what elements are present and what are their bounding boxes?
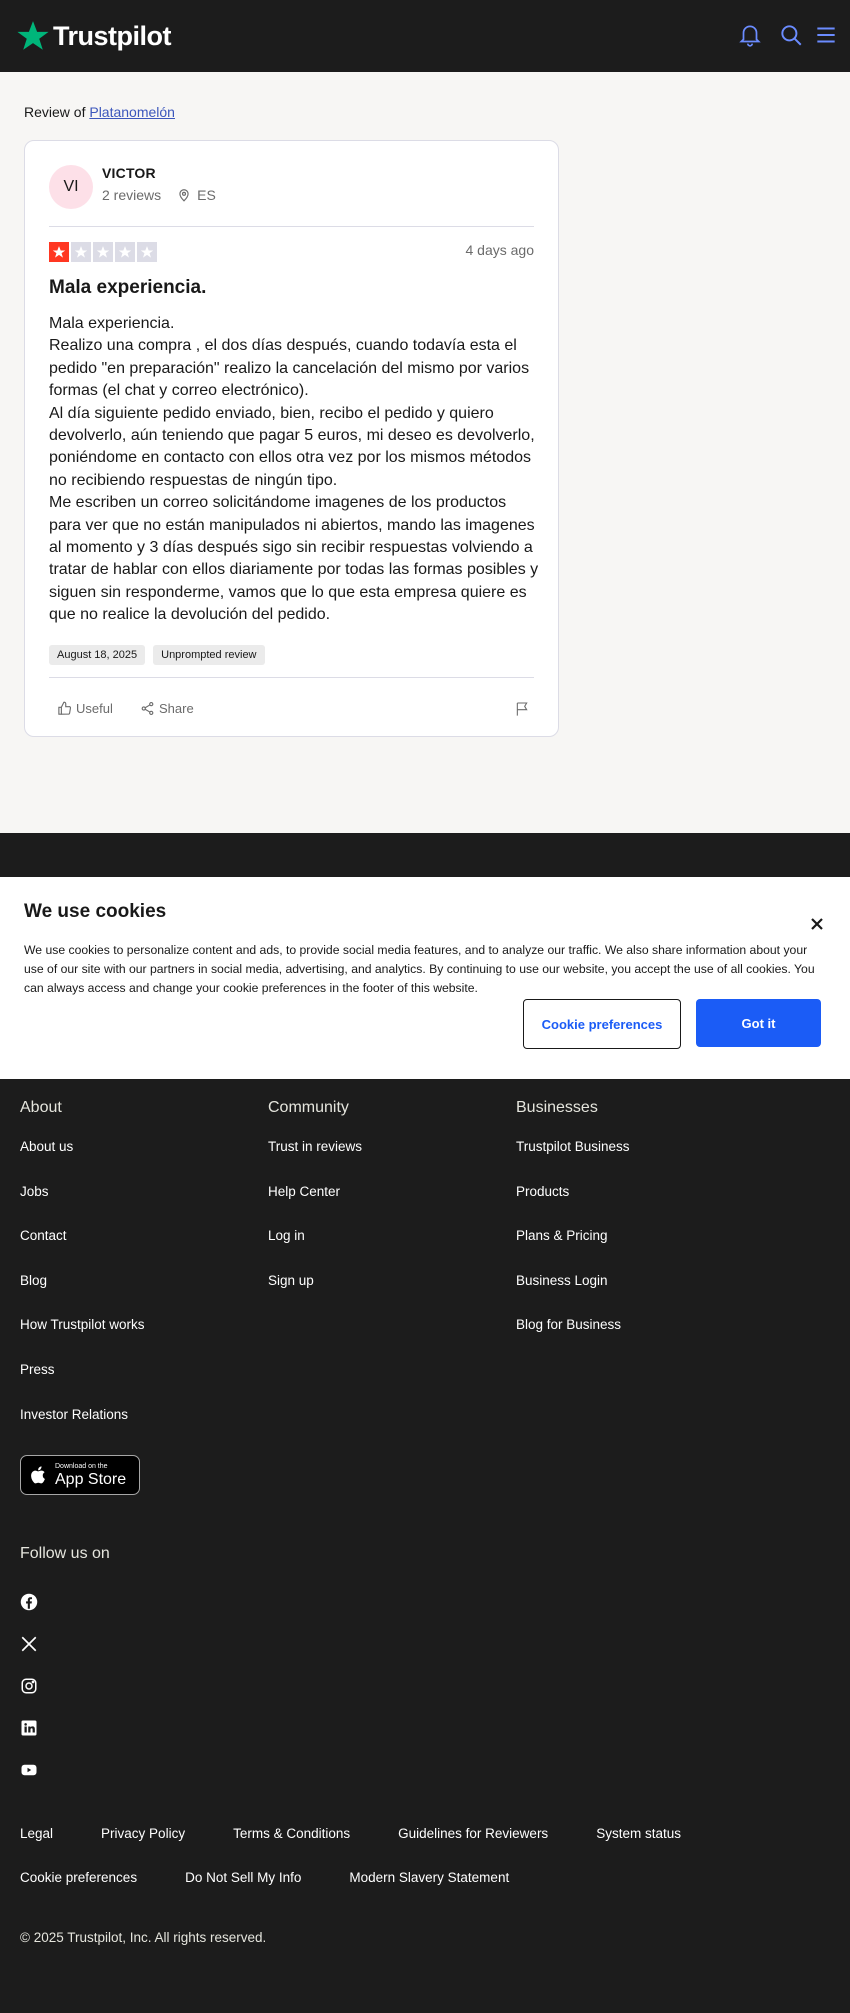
- date-of-experience-tag: August 18, 2025: [49, 645, 145, 665]
- footer-link[interactable]: Trust in reviews: [268, 1139, 363, 1154]
- useful-label: Useful: [76, 701, 113, 716]
- reviewer-meta: [102, 187, 216, 203]
- review-actions: [49, 701, 534, 721]
- footer-column-about: [20, 1099, 145, 1449]
- review-date-relative: 4 days ago: [465, 242, 534, 258]
- copyright: © 2025 Trustpilot, Inc. All rights reserved.: [20, 1930, 267, 1945]
- legal-link[interactable]: Do Not Sell My Info: [185, 1870, 302, 1885]
- legal-link[interactable]: Privacy Policy: [101, 1826, 186, 1841]
- footer-column-community: [268, 1099, 362, 1315]
- cookie-banner: [0, 877, 850, 1079]
- legal-link[interactable]: Legal: [20, 1826, 54, 1841]
- footer-column-businesses: [516, 1099, 630, 1360]
- flag-icon: [514, 701, 530, 717]
- footer-column-title: Businesses: [516, 1099, 598, 1116]
- review-title[interactable]: Mala experiencia.: [49, 277, 207, 298]
- youtube-icon[interactable]: [20, 1761, 38, 1779]
- review-count: 2 reviews: [102, 187, 162, 203]
- legal-link[interactable]: System status: [596, 1826, 681, 1841]
- cookie-text: We use cookies to personalize content and ads, to provide social media features, and to analyze our traffic. We also share information about your use of our site with our partners in social media, advertising, and analytics. By continuing to use our website, you accept the use of all cookies. You can always access and change your cookie preferences in the footer of this website.: [24, 943, 815, 995]
- app-store-badge[interactable]: [20, 1455, 140, 1495]
- bell-icon[interactable]: [737, 22, 763, 48]
- share-icon: [140, 701, 155, 716]
- instagram-icon[interactable]: [20, 1677, 38, 1695]
- star-empty-icon: [93, 242, 113, 262]
- location-pin-icon: [177, 188, 191, 202]
- legal-links-row-2: [20, 1870, 557, 1885]
- divider: [49, 226, 534, 227]
- footer-link[interactable]: Products: [516, 1183, 570, 1199]
- legal-link[interactable]: Terms & Conditions: [233, 1826, 351, 1841]
- footer-link[interactable]: Contact: [20, 1228, 67, 1244]
- star-empty-icon: [71, 242, 91, 262]
- app-store-text: [55, 1463, 126, 1488]
- app-store-small: Download on the: [55, 1462, 108, 1470]
- review-body-paragraph: Al día siguiente pedido enviado, bien, recibo el pedido y quiero devolverlo, aún teniendo que pagar 5 euros, mi deseo es devolverlo, poniéndome en contacto con ellos otra vez por los mismos métodos no recibiendo respuestas de ningún tipo.: [49, 404, 535, 489]
- legal-link[interactable]: Guidelines for Reviewers: [398, 1826, 549, 1841]
- divider: [49, 677, 534, 678]
- footer-column-title: About: [20, 1099, 62, 1116]
- site-header: [0, 0, 850, 72]
- app-store-big: App Store: [55, 1470, 127, 1488]
- review-card: [24, 140, 559, 737]
- follow-us-title: Follow us on: [20, 1545, 110, 1562]
- linkedin-icon[interactable]: [20, 1719, 38, 1737]
- review-body: [49, 313, 541, 627]
- share-label: Share: [159, 701, 194, 716]
- footer-link[interactable]: Blog for Business: [516, 1317, 622, 1333]
- legal-link[interactable]: Modern Slavery Statement: [349, 1870, 510, 1885]
- x-icon[interactable]: [20, 1635, 38, 1653]
- footer-column-title: Community: [268, 1099, 349, 1116]
- footer-link[interactable]: Plans & Pricing: [516, 1228, 608, 1244]
- legal-link[interactable]: Cookie preferences: [20, 1870, 138, 1885]
- footer-top-band: [0, 833, 850, 877]
- apple-icon: [29, 1464, 49, 1486]
- reviewer-location: [177, 187, 216, 203]
- logo-star-icon: [16, 19, 50, 53]
- footer-link[interactable]: Press: [20, 1361, 55, 1377]
- footer-link[interactable]: Business Login: [516, 1272, 608, 1288]
- cookie-preferences-button[interactable]: Cookie preferences: [523, 999, 681, 1049]
- footer-link[interactable]: Blog: [20, 1272, 48, 1288]
- review-body-paragraph: Me escriben un correo solicitándome imagenes de los productos para ver que no están manipulados ni abiertos, mando las imagenes al momento y 3 días después sigo sin recibir respuestas volviendo a tratar de hablar con ellos diariamente por todas las formas posibles y siguen sin responderme, vamos que lo que esta empresa quiere es que no realice la devolución del pedido.: [49, 494, 539, 624]
- footer-link[interactable]: Investor Relations: [20, 1406, 129, 1422]
- cookie-title: We use cookies: [24, 901, 167, 922]
- star-rating: [49, 242, 159, 262]
- legal-links-row-1: [20, 1826, 729, 1841]
- main-content: [0, 72, 850, 833]
- accept-cookies-button[interactable]: Got it: [696, 999, 821, 1047]
- report-button[interactable]: [514, 701, 534, 717]
- review-body-paragraph: Realizo una compra , el dos días después, cuando todavía esta el pedido "en preparación" realizo la cancelación del mismo por varios formas (el chat y correo electrónico).: [49, 337, 530, 400]
- country-code: ES: [197, 187, 216, 203]
- useful-button[interactable]: [57, 701, 113, 716]
- footer-link[interactable]: Sign up: [268, 1272, 314, 1288]
- search-icon[interactable]: [778, 22, 804, 48]
- site-footer: [0, 1079, 850, 2013]
- footer-link[interactable]: About us: [20, 1139, 74, 1154]
- star-empty-icon: [115, 242, 135, 262]
- review-body-paragraph: Mala experiencia.: [49, 315, 175, 332]
- footer-link[interactable]: Trustpilot Business: [516, 1139, 630, 1154]
- share-button[interactable]: [140, 701, 194, 716]
- footer-link[interactable]: Jobs: [20, 1183, 49, 1199]
- review-of-line: [24, 104, 175, 120]
- star-filled-icon: [49, 242, 69, 262]
- footer-link[interactable]: Help Center: [268, 1183, 341, 1199]
- thumbs-up-icon: [57, 701, 72, 716]
- footer-link[interactable]: How Trustpilot works: [20, 1317, 145, 1333]
- menu-icon[interactable]: [813, 22, 839, 48]
- facebook-icon[interactable]: [20, 1593, 38, 1611]
- logo-text: Trustpilot: [53, 20, 171, 51]
- avatar[interactable]: VI: [49, 165, 93, 209]
- footer-link[interactable]: Log in: [268, 1228, 305, 1244]
- reviewer-name[interactable]: VICTOR: [102, 165, 156, 181]
- trustpilot-logo[interactable]: [16, 19, 171, 53]
- review-tags: [49, 645, 273, 665]
- unprompted-review-tag[interactable]: Unprompted review: [153, 645, 264, 665]
- star-empty-icon: [137, 242, 157, 262]
- review-of-prefix: Review of: [24, 104, 90, 120]
- close-icon[interactable]: [810, 917, 824, 931]
- company-link[interactable]: Platanomelón: [89, 104, 175, 120]
